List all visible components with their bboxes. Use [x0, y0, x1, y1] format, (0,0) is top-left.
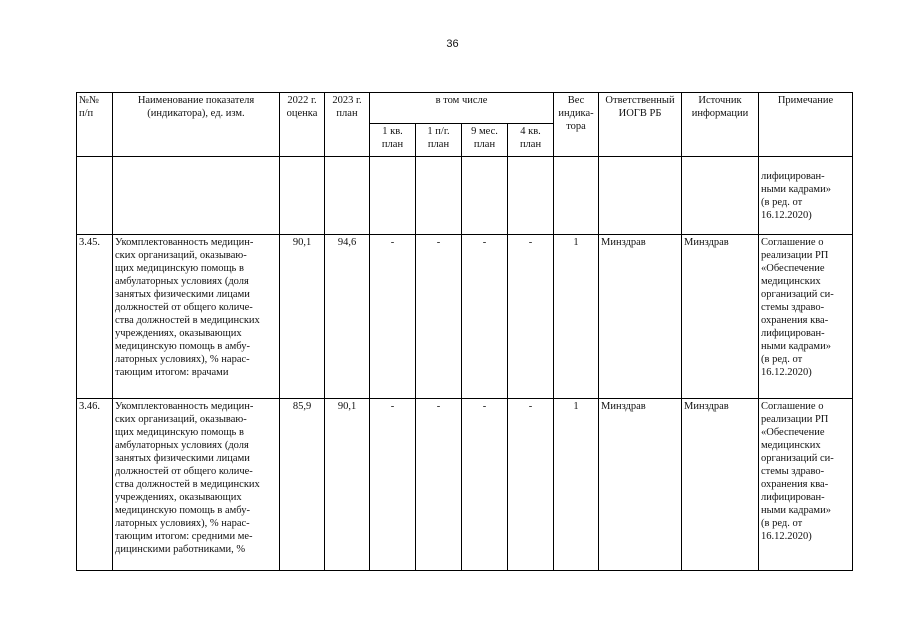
value-2023: 90,1 — [325, 399, 370, 571]
indicator-name: Укомплектованность медицин- ских организаций, оказываю- щих медицинскую помощь в амбулаторных условиях (доля занятых физическими лицами должностей от общего количе- ства должностей в медицинских учреждениях, оказывающих медицинскую помощь в амбу- латорных условиях), % нарас- тающим итогом: средними ме- дицинскими работниками, % — [113, 399, 280, 571]
header-9m: 9 мес. план — [462, 124, 508, 157]
row-num: 3.45. — [77, 235, 113, 399]
indicator-name: Укомплектованность медицин- ских организаций, оказываю- щих медицинскую помощь в амбулаторных условиях (доля занятых физическими лицами должностей от общего количе- ства должностей в медицинских учреждениях, оказывающих медицинскую помощь в амбу- латорных условиях), % нарас- тающим итогом: врачами — [113, 235, 280, 399]
value-h1: - — [416, 235, 462, 399]
table-cell — [325, 157, 370, 235]
table-cell — [508, 157, 554, 235]
table-cell — [416, 157, 462, 235]
header-q1: 1 кв. план — [370, 124, 416, 157]
value-9m: - — [462, 399, 508, 571]
table-cell — [113, 157, 280, 235]
indicators-table — [76, 92, 853, 571]
header-weight: Вес индика- тора — [554, 93, 599, 157]
table-cell — [682, 157, 759, 235]
page-number: 36 — [446, 38, 459, 50]
header-num: №№ п/п — [77, 93, 113, 157]
value-q1: - — [370, 235, 416, 399]
value-q1: - — [370, 399, 416, 571]
row-num: 3.46. — [77, 399, 113, 571]
info-source: Минздрав — [682, 235, 759, 399]
value-q4: - — [508, 235, 554, 399]
value-2023: 94,6 — [325, 235, 370, 399]
note-cell: Соглашение о реализации РП «Обеспечение медицинских организаций си- стемы здраво- охранения ква- лифицирован- ными кадрами» (в ред. от 16.12.2020) — [759, 235, 853, 399]
indicator-weight: 1 — [554, 399, 599, 571]
header-responsible: Ответственный ИОГВ РБ — [599, 93, 682, 157]
header-source: Источник информации — [682, 93, 759, 157]
header-name: Наименование показателя (индикатора), ед. изм. — [113, 93, 280, 157]
value-2022: 90,1 — [280, 235, 325, 399]
header-plan-2023: 2023 г. план — [325, 93, 370, 157]
table-row — [77, 235, 853, 399]
value-9m: - — [462, 235, 508, 399]
table-cell — [599, 157, 682, 235]
header-including: в том числе — [370, 93, 554, 124]
value-q4: - — [508, 399, 554, 571]
note-cell: лифицирован- ными кадрами» (в ред. от 16.12.2020) — [759, 157, 853, 235]
header-est-2022: 2022 г. оценка — [280, 93, 325, 157]
header-row — [77, 93, 853, 124]
header-q4: 4 кв. план — [508, 124, 554, 157]
value-2022: 85,9 — [280, 399, 325, 571]
responsible-body: Минздрав — [599, 399, 682, 571]
table-cell — [370, 157, 416, 235]
info-source: Минздрав — [682, 399, 759, 571]
note-cell: Соглашение о реализации РП «Обеспечение медицинских организаций си- стемы здраво- охранения ква- лифицирован- ными кадрами» (в ред. от 16.12.2020) — [759, 399, 853, 571]
table-row — [77, 399, 853, 571]
table-row — [77, 157, 853, 235]
responsible-body: Минздрав — [599, 235, 682, 399]
header-h1: 1 п/г. план — [416, 124, 462, 157]
header-note: Примечание — [759, 93, 853, 157]
table-cell — [462, 157, 508, 235]
value-h1: - — [416, 399, 462, 571]
table-cell — [280, 157, 325, 235]
table-cell — [77, 157, 113, 235]
table-cell — [554, 157, 599, 235]
indicator-weight: 1 — [554, 235, 599, 399]
